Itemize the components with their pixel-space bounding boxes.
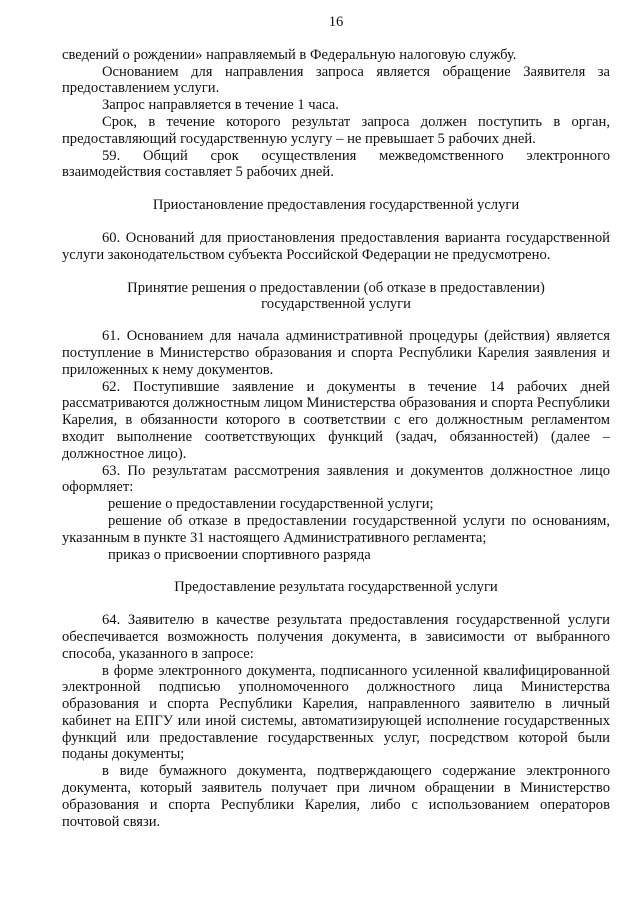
paragraph-62: 62. Поступившие заявление и документы в течение 14 рабочих дней рассматриваются должностным лицом Министерства образования и спорта Республики Карелия, в обязанности которого в соответствии с его должностным регламентом входит выполнение соответствующих функций (задач, обязанностей) (далее – должностное лицо). bbox=[62, 378, 610, 462]
paragraph-60: 60. Оснований для приостановления предоставления варианта государственной услуги законодательством субъекта Российской Федерации не предусмотрено. bbox=[62, 229, 610, 263]
list-item-order-rank: приказ о присвоении спортивного разряда bbox=[108, 546, 371, 563]
section-heading-decision-line2: государственной услуги bbox=[261, 296, 411, 313]
section-heading-suspension: Приостановление предоставления государственной услуги bbox=[152, 197, 520, 214]
paragraph-64-electronic: в форме электронного документа, подписанного усиленной квалифицированной электронной подписью уполномоченного должностного лица Министерства образования и спорта Республики Карелия, направленного заявителю в личный кабинет на ЕПГУ или иной системы, автоматизирующей исполнение государственных функций или предоставление государственных услуг, посредством которой были поданы документы; bbox=[62, 662, 610, 763]
section-heading-decision bbox=[62, 280, 610, 314]
page-number: 16 bbox=[328, 14, 344, 30]
paragraph-63: 63. По результатам рассмотрения заявления и документов должностное лицо оформляет: bbox=[62, 462, 610, 496]
section-heading-decision-line1: Принятие решения о предоставлении (об отказе в предоставлении) bbox=[127, 279, 545, 296]
paragraph-59: 59. Общий срок осуществления межведомственного электронного взаимодействия составляет 5 рабочих дней. bbox=[62, 147, 610, 181]
list-item-decision-grant: решение о предоставлении государственной услуги; bbox=[108, 496, 434, 513]
paragraph-basis: Основанием для направления запроса является обращение Заявителя за предоставлением услуги. bbox=[62, 63, 610, 97]
paragraph-61: 61. Основанием для начала административной процедуры (действия) является поступление в Министерство образования и спорта Республики Карелия заявления и приложенных к нему документов. bbox=[62, 328, 610, 378]
paragraph-64-paper: в виде бумажного документа, подтверждающего содержание электронного документа, который заявитель получает при личном обращении в Министерство образования и спорта Республики Карелия, либо с использованием операторов почтовой связи. bbox=[62, 763, 610, 830]
paragraph-term: Срок, в течение которого результат запроса должен поступить в орган, предоставляющий государственную услугу – не превышает 5 рабочих дней. bbox=[62, 113, 610, 147]
section-heading-result: Предоставление результата государственной услуги bbox=[174, 579, 498, 596]
paragraph-intro: сведений о рождении» направляемый в Федеральную налоговую службу. bbox=[62, 46, 517, 63]
list-item-decision-refusal: решение об отказе в предоставлении государственной услуги по основаниям, указанным в пункте 31 настоящего Административного регламента; bbox=[62, 512, 610, 546]
paragraph-64: 64. Заявителю в качестве результата предоставления государственной услуги обеспечивается возможность получения документа, в зависимости от выбранного способа, указанного в запросе: bbox=[62, 612, 610, 662]
paragraph-sent: Запрос направляется в течение 1 часа. bbox=[102, 97, 339, 114]
